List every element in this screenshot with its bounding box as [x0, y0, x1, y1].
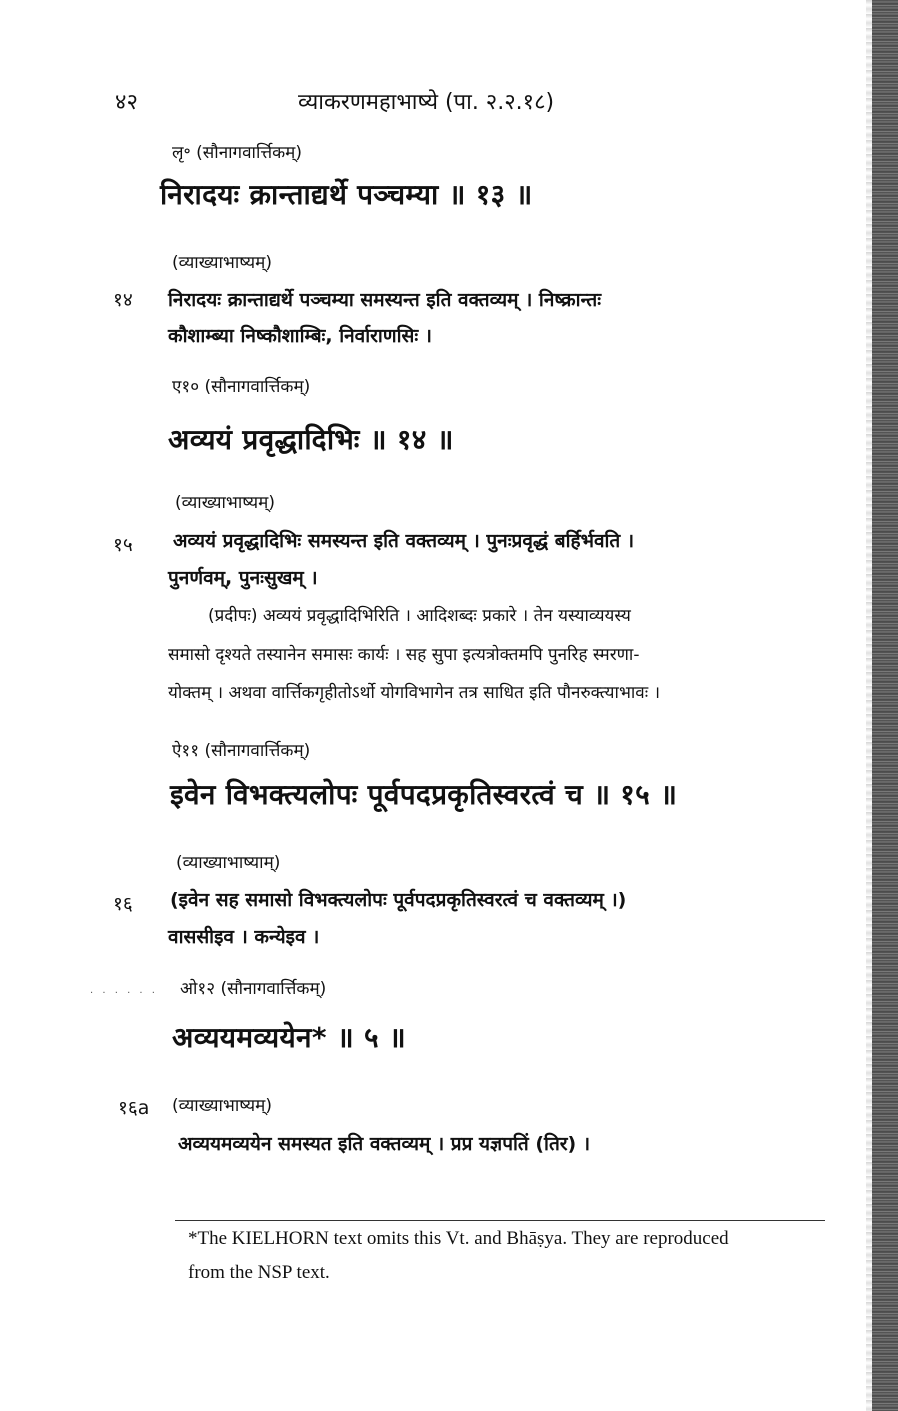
- page-number: ४२: [115, 90, 138, 115]
- book-binding-edge: [872, 0, 898, 1411]
- section-4-label: (व्याख्याभाष्यम्): [175, 493, 275, 513]
- section-1-rule: निरादयः क्रान्ताद्यर्थे पञ्चम्या ॥ १३ ॥: [160, 178, 533, 211]
- section-5-rule: इवेन विभक्त्यलोपः पूर्वपदप्रकृतिस्वरत्वं च ॥ १५ ॥: [170, 778, 678, 811]
- pradipa-line-2: समासो दृश्यते तस्यानेन समासः कार्यः । सह सुपा इत्यत्रोक्तमपि पुनरिह स्मरणा-: [168, 645, 640, 665]
- pradipa-line-3: योक्तम् । अथवा वार्त्तिकगृहीतोऽर्थो योगविभागेन तत्र साधित इति पौनरुक्त्याभावः ।: [168, 683, 661, 703]
- section-1-label: लृ॰ (सौनागवार्त्तिकम्): [172, 143, 302, 163]
- section-4-line-1: अव्ययं प्रवृद्धादिभिः समस्यन्त इति वक्तव्यम् । पुनःप्रवृद्धं बर्हिर्भवति ।: [173, 530, 635, 552]
- running-title: व्याकरणमहाभाष्ये (पा. २.२.१८): [298, 90, 555, 115]
- section-7-label: ओ१२ (सौनागवार्त्तिकम्): [180, 979, 327, 999]
- pradipa-line-1: (प्रदीपः) अव्ययं प्रवृद्धादिभिरिति । आदिशब्दः प्रकारे । तेन यस्याव्ययस्य: [208, 606, 631, 626]
- section-7-rule: अव्ययमव्ययेन* ॥ ५ ॥: [172, 1021, 406, 1054]
- footnote-line-2: from the NSP text.: [188, 1262, 330, 1283]
- section-6-number: १६: [113, 893, 133, 915]
- section-4-line-2: पुनर्णवम्, पुनःसुखम् ।: [168, 567, 318, 589]
- section-6-line-2: वाससीइव । कन्येइव ।: [168, 926, 320, 948]
- footnote-line-1: *The KIELHORN text omits this Vt. and Bhāṣya. They are reproduced: [188, 1228, 729, 1249]
- section-2-number: १४: [113, 289, 133, 311]
- section-8-line-1: अव्ययमव्ययेन समस्यत इति वक्तव्यम् । प्रप्र यज्ञपतिं (तिर) ।: [178, 1133, 591, 1155]
- section-3-label: ए१० (सौनागवार्त्तिकम्): [172, 377, 311, 397]
- section-6-label: (व्याख्याभाष्याम्): [176, 853, 281, 873]
- section-2-label: (व्याख्याभाष्यम्): [172, 253, 272, 273]
- section-6-line-1: (इवेन सह समासो विभक्त्यलोपः पूर्वपदप्रकृतिस्वरत्वं च वक्तव्यम् ।): [170, 889, 627, 911]
- section-8-label: (व्याख्याभाष्यम्): [172, 1096, 272, 1116]
- section-8-number: १६a: [118, 1097, 150, 1119]
- section-4-number: १५: [113, 534, 133, 556]
- section-5-label: ऐ११ (सौनागवार्त्तिकम्): [172, 741, 311, 761]
- section-3-rule: अव्ययं प्रवृद्धादिभिः ॥ १४ ॥: [168, 423, 454, 456]
- section-2-line-2: कौशाम्ब्या निष्कौशाम्बिः, निर्वाराणसिः ।: [168, 325, 433, 347]
- footnote-rule: [175, 1220, 825, 1221]
- margin-dots: . . . . . .: [90, 985, 158, 996]
- section-2-line-1: निरादयः क्रान्ताद्यर्थे पञ्चम्या समस्यन्त इति वक्तव्यम् । निष्क्रान्तः: [168, 289, 602, 311]
